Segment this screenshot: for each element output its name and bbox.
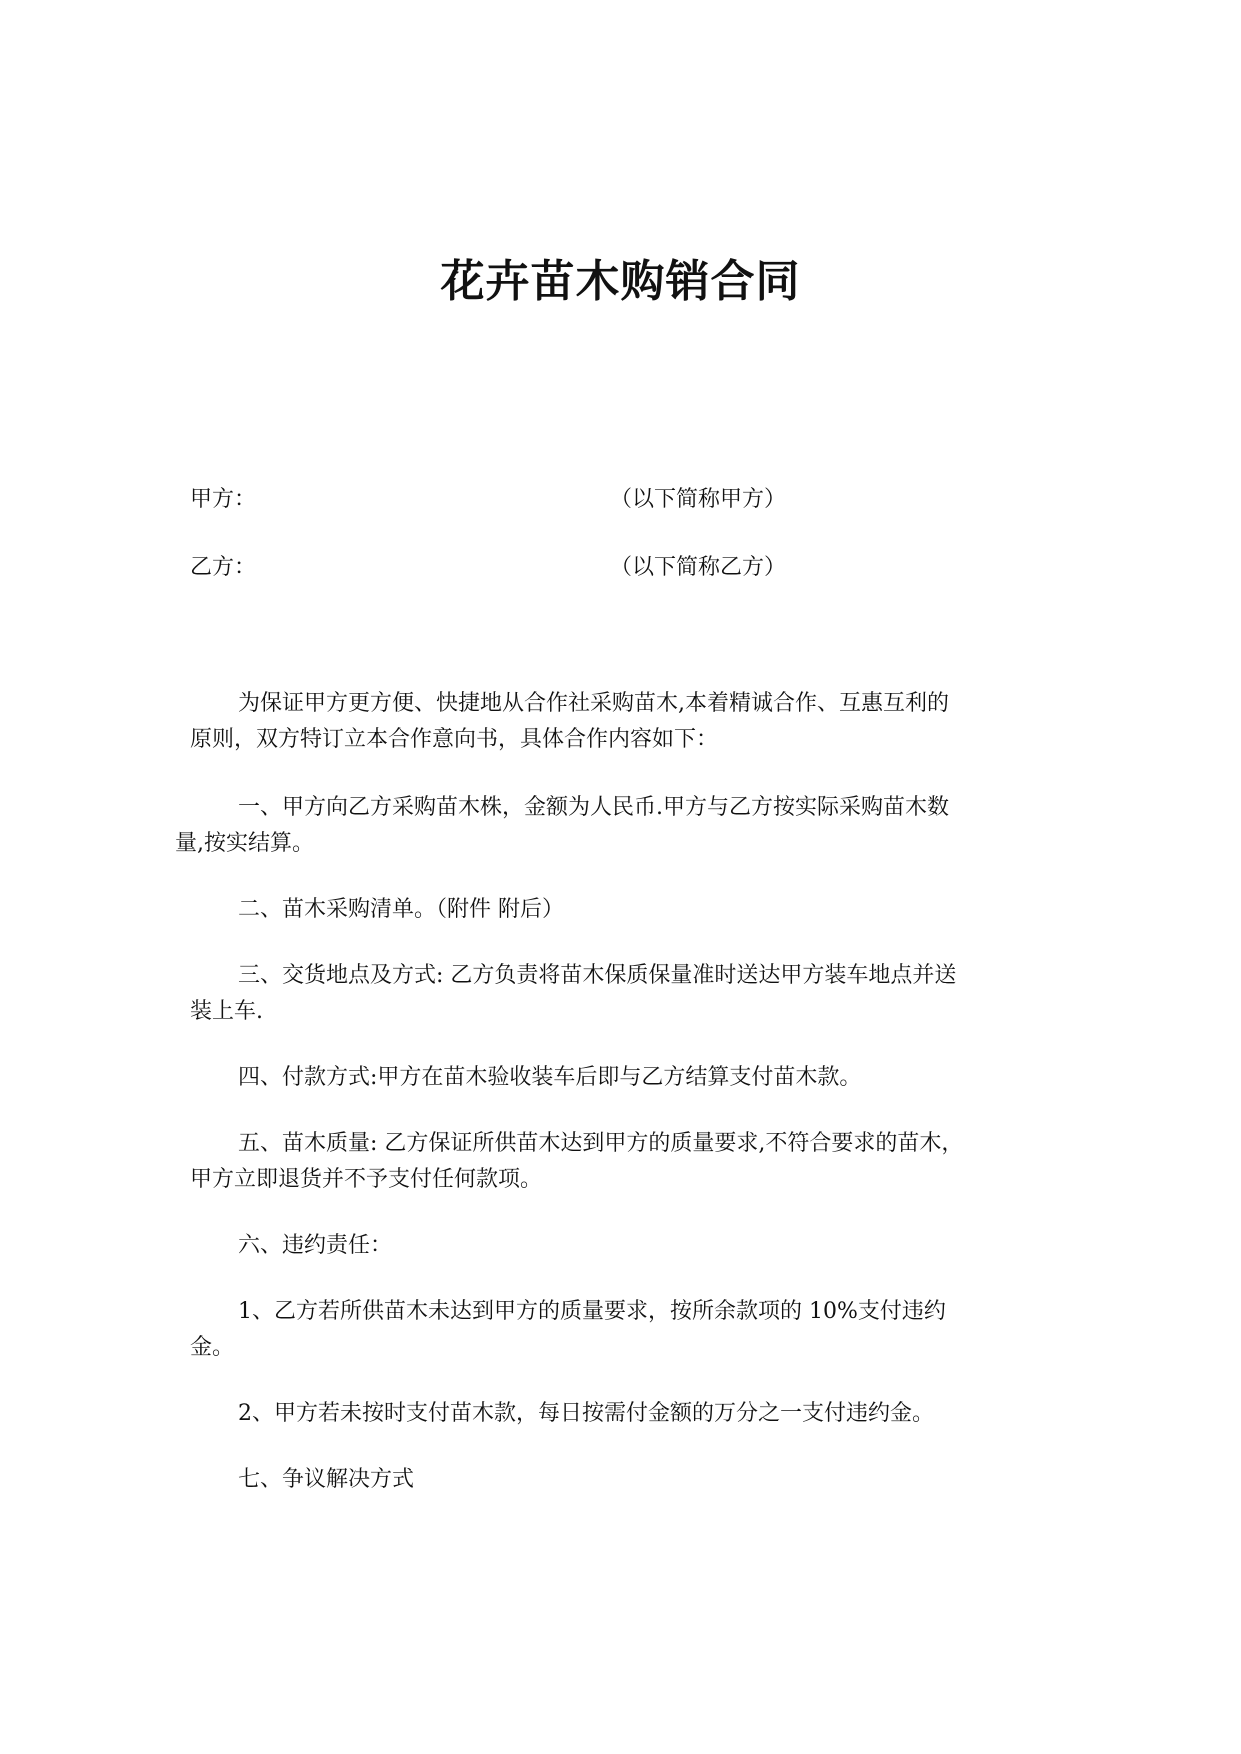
paragraph-line: 七、争议解决方式	[238, 1467, 415, 1492]
paragraph-line: 原则，双方特订立本合作意向书，具体合作内容如下：	[190, 727, 719, 752]
party-b-row	[190, 548, 1090, 588]
paragraph-line: 六、违约责任：	[238, 1233, 393, 1258]
paragraph-line: 四、付款方式:甲方在苗木验收装车后即与乙方结算支付苗木款。	[238, 1065, 862, 1090]
paragraph-line: 五、苗木质量: 乙方保证所供苗木达到甲方的质量要求,不符合要求的苗木，	[238, 1131, 964, 1156]
paragraph-line: 为保证甲方更方便、快捷地从合作社采购苗木,本着精诚合作、互惠互利的	[238, 691, 949, 716]
clause-7	[190, 1462, 1060, 1498]
party-b-note: （以下简称乙方）	[610, 555, 787, 580]
paragraph-line: 量,按实结算。	[175, 831, 314, 856]
party-a-row	[190, 480, 1090, 520]
paragraph-line: 一、甲方向乙方采购苗木株，金额为人民币.甲方与乙方按实际采购苗木数	[238, 795, 949, 820]
clause-6	[190, 1228, 1060, 1264]
party-a-note: （以下简称甲方）	[610, 487, 787, 512]
paragraph-line: 1、乙方若所供苗木未达到甲方的质量要求，按所余款项的 10%支付违约	[238, 1299, 946, 1324]
paragraph-line: 金。	[190, 1335, 235, 1360]
party-b-label: 乙方：	[190, 555, 257, 580]
paragraph-line: 甲方立即退货并不予支付任何款项。	[190, 1167, 543, 1192]
paragraph-line: 装上车.	[190, 999, 263, 1024]
clause-6-2	[190, 1396, 1060, 1432]
paragraph-line: 2、甲方若未按时支付苗木款，每日按需付金额的万分之一支付违约金。	[238, 1401, 934, 1426]
clause-6-1	[190, 1294, 1060, 1366]
party-a-label: 甲方：	[190, 487, 257, 512]
intro-paragraph	[190, 686, 1060, 758]
clause-2	[190, 892, 1060, 928]
document-title: 花卉苗木购销合同	[440, 256, 801, 307]
clause-5	[190, 1126, 1060, 1198]
paragraph-line: 二、苗木采购清单。（附件 附后）	[238, 897, 564, 922]
clause-4	[190, 1060, 1060, 1096]
clause-1	[175, 790, 1045, 862]
paragraph-line: 三、交货地点及方式: 乙方负责将苗木保质保量准时送达甲方装车地点并送	[238, 963, 957, 988]
clause-3	[190, 958, 1060, 1030]
